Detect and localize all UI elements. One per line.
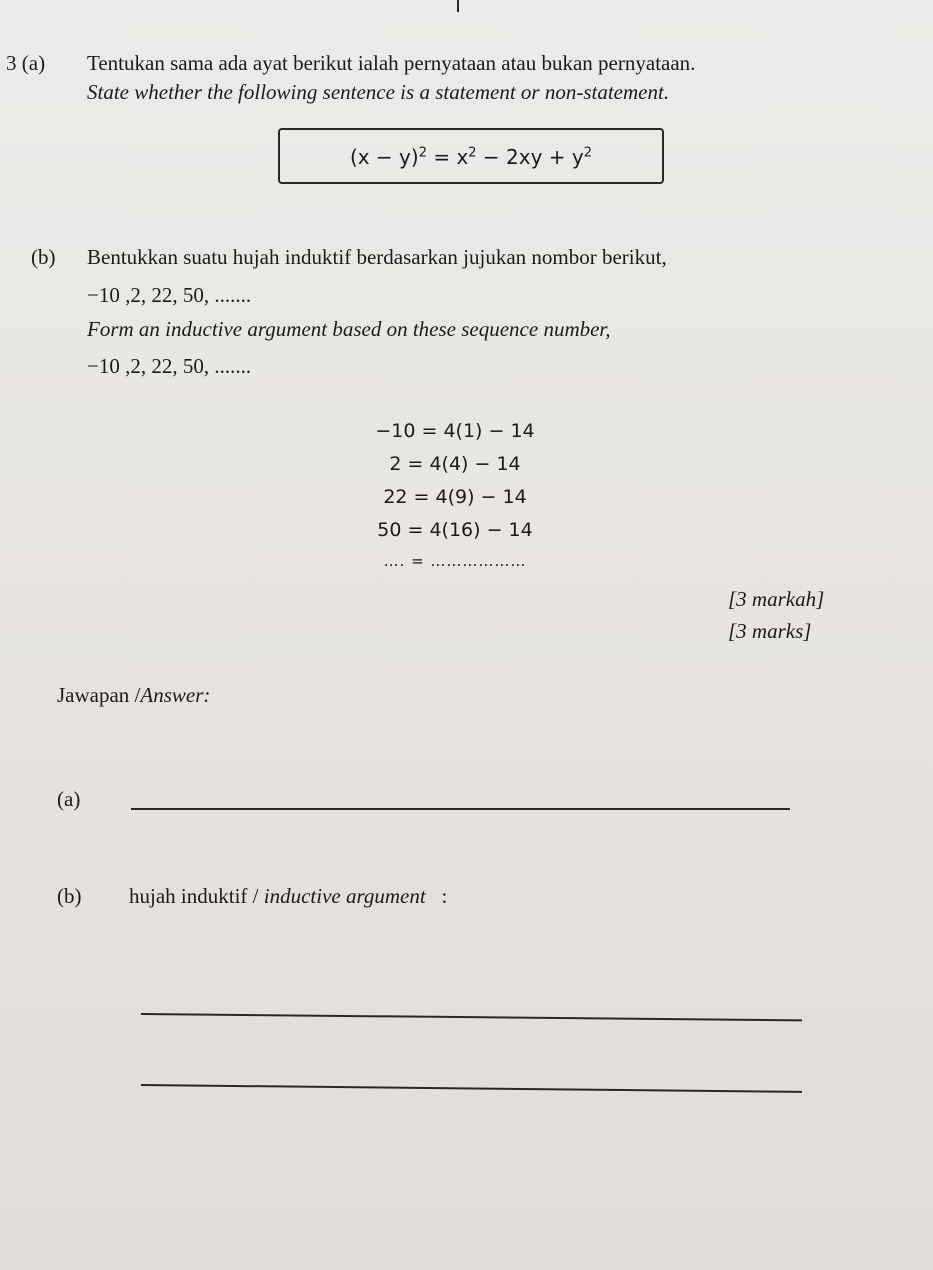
part-b-label: (b)	[31, 245, 56, 269]
answer-part-b-prompt	[129, 883, 447, 909]
marks-en: [3 marks]	[728, 619, 812, 643]
equation-line-blank: …. = ………………	[383, 552, 527, 570]
answer-part-b-colon: :	[425, 884, 448, 908]
formula-term2-exponent: 2	[583, 145, 593, 161]
equation-line-4: 50 = 4(16) − 14	[377, 519, 533, 541]
formula-lhs-exponent: 2	[418, 145, 427, 161]
page-edge-mark	[457, 0, 459, 12]
equation-line-2: 2 = 4(4) − 14	[389, 453, 521, 475]
answer-part-b-text-en: inductive argument	[263, 884, 426, 908]
part-b-sequence-en: −10 ,2, 22, 50, .......	[87, 354, 252, 378]
formula-term1-exponent: 2	[468, 145, 477, 161]
part-a-instruction-ms: Tentukan sama ada ayat berikut ialah pernyataan atau bukan pernyataan.	[87, 51, 696, 75]
answer-part-b-text-ms: hujah induktif /	[129, 884, 264, 908]
formula-box	[278, 128, 664, 184]
answer-part-a-label: (a)	[57, 787, 81, 811]
answer-part-b-line-1[interactable]	[141, 1013, 802, 1021]
part-a-label: (a)	[21, 51, 46, 75]
formula-mid: − 2xy +	[476, 145, 572, 169]
question-number-value: 3	[6, 51, 17, 75]
part-a-instruction-en: State whether the following sentence is a statement or non-statement.	[87, 80, 670, 104]
equation-line-3: 22 = 4(9) − 14	[383, 486, 527, 508]
marks-ms: [3 markah]	[728, 587, 825, 611]
formula	[280, 145, 662, 169]
part-b-sequence-ms: −10 ,2, 22, 50, .......	[87, 283, 252, 307]
question-number	[6, 50, 45, 76]
answer-heading	[57, 682, 210, 708]
answer-part-b-line-2[interactable]	[141, 1084, 802, 1093]
formula-lhs: (x − y)	[349, 145, 419, 169]
answer-part-b-label: (b)	[57, 884, 82, 908]
formula-term2: y	[571, 145, 584, 169]
formula-equals: =	[426, 145, 457, 169]
part-b-instruction-en: Form an inductive argument based on these sequence number,	[87, 317, 611, 341]
answer-heading-ms: Jawapan /	[57, 683, 141, 707]
answer-part-a-line[interactable]	[131, 808, 790, 810]
equation-line-1: −10 = 4(1) − 14	[375, 420, 535, 442]
answer-heading-en: Answer:	[140, 683, 211, 707]
part-b-instruction-ms: Bentukkan suatu hujah induktif berdasarkan jujukan nombor berikut,	[87, 245, 667, 269]
formula-term1: x	[456, 145, 469, 169]
